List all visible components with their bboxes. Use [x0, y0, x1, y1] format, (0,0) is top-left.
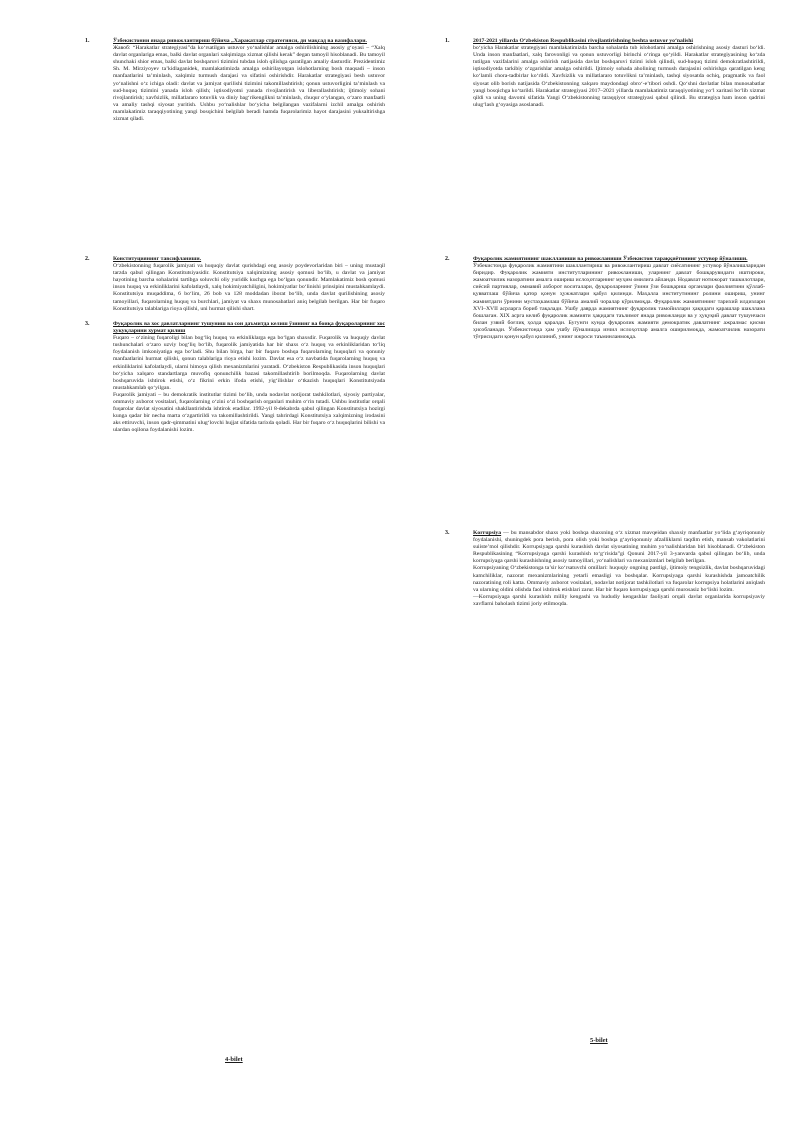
left-question-2 [85, 256, 385, 313]
page-label: 4-bilet [225, 1056, 243, 1063]
question-number: 2. [85, 256, 90, 262]
answer-paragraph: O‘zbekistonning fuqarolik jamiyati va huquqiy davlat qurishdagi eng asosiy poydevorlaridan biri – uning mustaqil tarzda qabul qilingan Konstitutsiyasidir. Konstitutsiya xalqimizning asosiy qomusi bo‘lib, u davlat va jamiyat hayotining barcha sohalarini tartibga soluvchi oliy yuridik kuchga ega bo‘lgan qonundir. Mamlakatimiz bosh qomusi inson huquq va erkinliklarini kafolatlaydi, xalq hokimiyatchiligini, hokimiyatlar bo‘linishi prinsipini mustahkamlaydi. Konstitutsiya muqaddima, 6 bo‘lim, 26 bob va 128 moddadan iborat bo‘lib, unda davlat qurilishining asosiy tamoyillari, fuqarolarning huquq va burchlari, jamiyat va shaxs munosabatlari aniq belgilab berilgan. Har bir fuqaro Konstitutsiya talablariga rioya qilishi, uni hurmat qilishi shart. [113, 263, 385, 312]
answer-paragraph: bo‘yicha Harakatlar strategiyasi mamlakatimizda barcha sohalarda tub islohotlarni amalga oshirishning asosiy dasturi bo‘ldi. Unda inson manfaatlari, xalq farovonligi va qonun ustuvorligi birinchi o‘ringa qo‘yildi. Harakatlar strategiyasining ko‘zda tutilgan vazifalarini amalga oshirish natijasida davlat boshqaruvi tizimi isloh qilindi, sud-huquq tizimi demokratlashtirildi, iqtisodiyotda tarkibiy o‘zgarishlar amalga oshirildi. Ijtimoiy sohada aholining turmush darajasini oshirishga qaratilgan keng ko‘lamli chora-tadbirlar ko‘rildi. Xavfsizlik va millatlararo totuvlikni ta’minlash, tashqi siyosatda ochiq, pragmatik va faol siyosat olib borish natijasida O‘zbekistonning xalqaro maydondagi obro‘-e’tibori oshdi. Qo‘shni davlatlar bilan munosabatlar yangi bosqichga ko‘tarildi. Harakatlar strategiyasi 2017–2021 yillarda mamlakatimiz taraqqiyotining yo‘l xaritasi bo‘lib xizmat qildi va uning davomi sifatida Yangi O‘zbekistonning taraqqiyot strategiyasi qabul qilindi. Bu strategiya ham inson qadrini ulug‘lash g‘oyasiga asoslanadi. [473, 45, 765, 108]
question-title: Фуқаролик ва хос давлатларнинг тушуниш ва сон даъмитда келиш ўзининг ва боиқа фуқароларнинг хос хукуқларини хурмат қилиш [113, 321, 385, 335]
page-label: 5-bilet [590, 1037, 608, 1044]
question-title: Конституциянинг тавсифланиши. [113, 256, 202, 262]
left-question-1 [85, 38, 385, 123]
left-question-3 [85, 321, 385, 435]
question-title: 2017-2021 yillarda O‘zbekiston Respublikasini rivojlantirishning beshta ustuvor yo‘nalishi [473, 38, 694, 44]
answer-paragraph: Korrupsiyaning O‘zbekistonga ta’sir ko‘rsatuvchi omillari: huquqiy ongning pastligi, ijtimoiy tengsizlik, davlat boshqaruvidagi kamchiliklar, nazorat mexanizmlarining yetarli emasligi va boshqalar. Korrupsiyaga qarshi kurashishda jamoatchilik nazoratining roli katta. Ommaviy axborot vositalari, nodavlat notijorat tashkilotlari va fuqarolar korrupsiya holatlarini aniqlash va ularning oldini olishda faol ishtirok etishlari zarur. Har bir fuqaro korrupsiyaga qarshi murosasiz bo‘lishi lozim. [473, 565, 765, 593]
answer-paragraph: Fuqaro – o‘zining fuqaroligi bilan bog‘liq huquq va erkinliklarga ega bo‘lgan shaxsdir. Fuqarolik va huquqiy davlat tushunchalari o‘zaro uzviy bog‘liq bo‘lib, fuqarolik jamiyatida har bir shaxs o‘z huquq va erkinliklaridan to‘liq foydalanish imkoniyatiga ega bo‘ladi. Shu bilan birga, har bir fuqaro boshqa fuqarolarning huquqlari va qonuniy manfaatlarini hurmat qilishi, qonun talablariga rioya etishi lozim. Davlat esa o‘z navbatida fuqarolarning huquq va erkinliklarini kafolatlaydi, ularni himoya qilish mexanizmlarini yaratadi. O‘zbekiston Respublikasida inson huquqlari bo‘yicha xalqaro standartlarga muvofiq qonunchilik bazasi takomillashtirib borilmoqda. Fuqarolarning davlat boshqaruvida ishtirok etishi, o‘z fikrini erkin ifoda etishi, yig‘ilishlar o‘tkazish huquqlari Konstitutsiyada mustahkamlab qo‘yilgan. [113, 335, 385, 391]
right-question-1 [445, 38, 765, 109]
right-question-3 [445, 530, 765, 608]
answer-paragraph: Жавоб: “Harakatlar strategiyasi”da ko‘rsatilgan ustuvor yo‘nalishlar amalga oshirilishining asosiy g‘oyasi – “Xalq davlat organlariga emas, balki davlat organlari xalqimizga xizmat qilishi kerak” degan tamoyil hisoblanadi. Bu tamoyil shunchaki shior emas, balki davlat boshqaruvi tizimini tubdan isloh qilishga qaratilgan amaliy dasturdir. Prezidentimiz Sh. M. Mirziyoyev ta’kidlaganidek, mamlakatimizda amalga oshirilayotgan islohotlarning bosh maqsadi – inson manfaatlarini ta’minlash, xalqimiz turmush darajasi va sifatini oshirishdir. Harakatlar strategiyasi besh ustuvor yo‘nalishni o‘z ichiga oladi: davlat va jamiyat qurilishi tizimini takomillashtirish; qonun ustuvorligini ta’minlash va sud-huquq tizimini yanada isloh qilish; iqtisodiyotni yanada rivojlantirish va liberallashtirish; ijtimoiy sohani rivojlantirish; xavfsizlik, millatlararo totuvlik va diniy bag‘rikenglikni ta’minlash, chuqur o‘ylangan, o‘zaro manfaatli va amaliy tashqi siyosat yuritish. Ushbu yo‘nalishlar bo‘yicha belgilangan vazifalarni izchil amalga oshirish mamlakatimiz taraqqiyotining yangi bosqichini belgilab beradi hamda fuqarolarimiz hayot darajasini yuksaltirishga xizmat qiladi. [113, 45, 385, 123]
question-number: 3. [85, 321, 90, 327]
term-heading: Korrupsiya [473, 530, 502, 536]
question-number: 3. [445, 530, 450, 536]
question-number: 1. [445, 38, 450, 44]
question-number: 1. [85, 38, 90, 44]
answer-paragraph [473, 530, 765, 565]
answer-paragraph: Fuqarolik jamiyati – bu demokratik institutlar tizimi bo‘lib, unda nodavlat notijorat tashkilotlari, siyosiy partiyalar, ommaviy axborot vositalari, fuqarolarning o‘zini o‘zi boshqarish organlari muhim o‘rin tutadi. Ushbu institutlar orqali fuqarolar davlat siyosatini shakllantirishda ishtirok etadilar. 1992-yil 8-dekabrda qabul qilingan Konstitutsiya hozirgi kunga qadar bir necha marta o‘zgartirildi va takomillashtirildi. Yangi tahrirdagi Konstitutsiya xalqimizning irodasini aks ettiruvchi, inson qadr-qimmatini ulug‘lovchi hujjat sifatida tarixda qoladi. Har bir fuqaro o‘z huquqlarini bilishi va ulardan oqilona foydalanishi lozim. [113, 391, 385, 434]
answer-paragraph: Ўзбекистонда фуқаролик жамиятини шакллантириш ва ривожлантириш давлат сиёсатининг устувор йўналишларидан биридир. Фуқаролик жамияти институтларининг ривожланиши, уларнинг давлат бошқарувидаги иштироки, жамоатчилик назоратини амалга ошириш ислоҳотларнинг муҳим омилига айланди. Нодавлат нотижорат ташкилотлари, сиёсий партиялар, оммавий ахборот воситалари, фуқароларнинг ўзини ўзи бошқариш органлари фаолиятини қўллаб-қувватлаш бўйича қатор қонун ҳужжатлари қабул қилинди. Маҳалла институтининг ролини ошириш, унинг жамиятдаги ўрнини мустаҳкамлаш бўйича амалий чоралар кўрилмоқда. Фуқаролик жамиятининг тарихий илдизлари XVI–XVII асрларга бориб тақалади. Ушбу даврда жамиятнинг фуқаролик тамойиллари ҳақидаги қарашлар шакллана бошлаган. XIX асрга келиб фуқаролик жамияти ҳақидаги таълимот янада ривожланди ва у ҳуқуқий давлат тушунчаси билан узвий боғлиқ ҳолда қаралди. Бугунги кунда фуқаролик жамияти демократик давлатнинг ажралмас қисми ҳисобланади. Ўзбекистонда ҳам ушбу йўналишда изчил ислоҳотлар амалга оширилмоқда, жамоатчилик назорати тўғрисидаги қонун қабул қилиниб, унинг ижроси таъминланмоқда. [473, 263, 765, 341]
question-title: Фуқаролик жамиятининг шаклланиши ва ривожланиши Ўзбекистон тараққиётининг устувор йўналиши. [473, 256, 748, 262]
term-definition: — bu mansabdor shaxs yoki boshqa shaxsning o‘z xizmat mavqeidan shaxsiy manfaatlar yo‘lida g‘ayriqonuniy foydalanishi, shuningdek pora berish, pora olish yoki boshqa g‘ayriqonuniy afzalliklarni taqdim etish, mansab vakolatlarini suiiste’mol qilishdir. Korrupsiyaga qarshi kurashish davlat siyosatining muhim yo‘nalishlaridan biri hisoblanadi. O‘zbekiston Respublikasining “Korrupsiyaga qarshi kurashish to‘g‘risida”gi Qonuni 2017-yil 3-yanvarda qabul qilingan bo‘lib, unda korrupsiyaga qarshi kurashishning asosiy tamoyillari, yo‘nalishlari va mexanizmlari belgilab berilgan. [473, 530, 766, 565]
right-question-2 [445, 256, 765, 341]
question-title: Ўзбекистонни янада ривожлантириш бўйича „Харакатлар стратегияси, дн мақсад ва вазифалари. [113, 38, 367, 44]
answer-paragraph: —Korrupsiyaga qarshi kurashish milliy kengashi va hududiy kengashlar faoliyati orqali davlat organlarida korrupsiyaviy xavflarni baholash tizimi joriy etilmoqda. [473, 593, 765, 607]
question-number: 2. [445, 256, 450, 262]
